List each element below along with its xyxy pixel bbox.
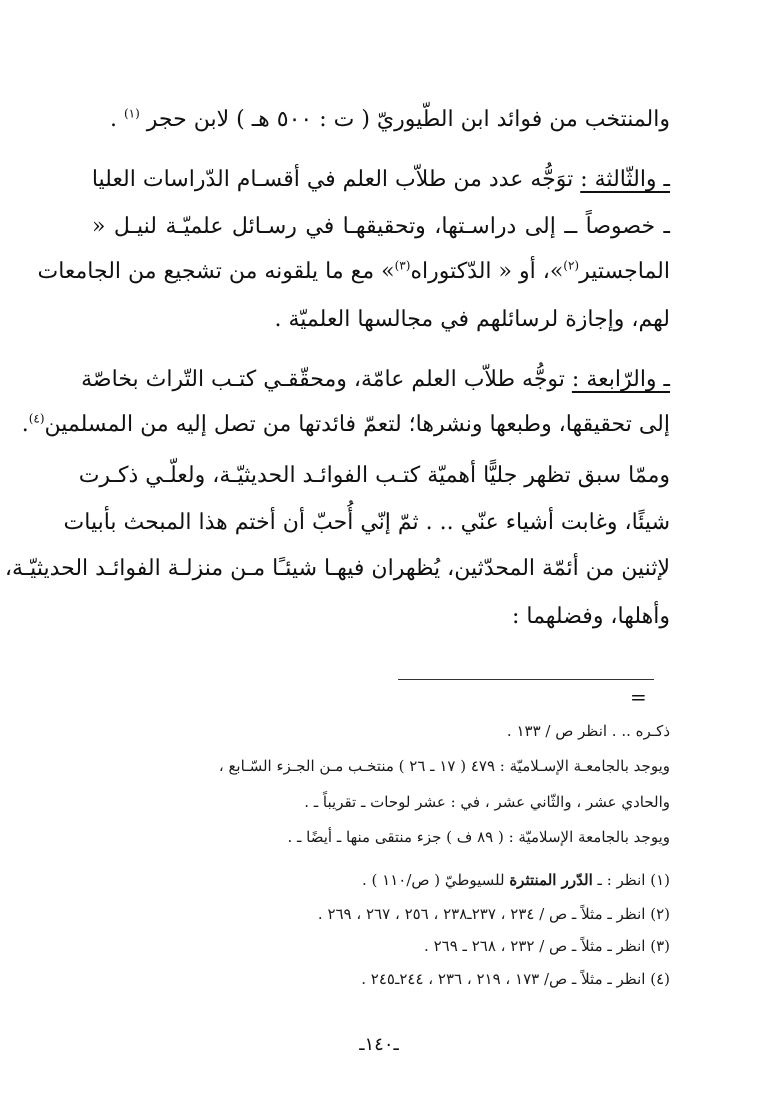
text-segment: ويوجد بالجامعة الإسلاميّة : ( ٨٩ ف ) جزء منتقى منها ـ أيضًا ـ . bbox=[287, 828, 670, 846]
text-segment: ـ خصوصاً ــ إلى دراسـتها، وتحقيقهـا في رسـائل علميّـة لنيـل « bbox=[92, 214, 670, 239]
text-segment: (٤) انظر ـ مثلاً ـ ص/ ١٧٣ ، ٢١٩ ، ٢٣٦ ، ٢٤٤ـ٢٤٥ . bbox=[361, 970, 670, 988]
paragraph-third-line-1 bbox=[92, 164, 670, 198]
paragraph-third-line-3 bbox=[37, 256, 670, 290]
text-segment: وأهلها، وفضلهما : bbox=[511, 604, 670, 629]
footnote-ref-2: (٢) bbox=[563, 258, 580, 273]
footnote-continuation-4 bbox=[92, 825, 670, 851]
text-segment: » مع ما يلقونه من تشجيع من الجامعات bbox=[37, 259, 395, 284]
footnote-3 bbox=[92, 934, 670, 960]
paragraph-third-line-2 bbox=[92, 211, 670, 245]
text-segment: والمنتخب من فوائد ابن الطّيوريّ ( ت : ٥٠٠ هـ ) لابن حجر bbox=[146, 107, 670, 132]
text-segment: (١) انظر : ـ bbox=[597, 871, 670, 889]
body-line-1 bbox=[92, 104, 670, 138]
footnote-continuation-1 bbox=[92, 719, 670, 745]
page-number: ـ١٤٠ـ bbox=[359, 1034, 399, 1055]
footnote-ref-3: (٣) bbox=[394, 258, 411, 273]
text-segment: الماجستير bbox=[579, 259, 670, 284]
text-segment: توجُّه طلاّب العلم عامّة، ومحقّقـي كتـب التّراث بخاصّة bbox=[81, 367, 565, 392]
text-segment: (٢) انظر ـ مثلاً ـ ص / ٢٣٤ ، ٢٣٧ـ٢٣٨ ، ٢٥٦ ، ٢٦٧ ، ٢٦٩ . bbox=[317, 905, 670, 923]
paragraph-label-fourth: ـ والرّابعة : bbox=[571, 367, 670, 392]
footnote-ref-4: (٤) bbox=[28, 411, 45, 426]
paragraph-third-line-4 bbox=[92, 304, 670, 338]
footnote-2 bbox=[92, 902, 670, 928]
text-segment: . bbox=[21, 412, 29, 437]
footnote-continuation-2 bbox=[80, 754, 670, 780]
paragraph-fifth-line-3 bbox=[4, 553, 670, 587]
paragraph-fourth-line-2 bbox=[21, 409, 670, 443]
paragraph-fifth-line-1 bbox=[78, 460, 670, 494]
text-segment: »، أو « الدّكتوراه bbox=[410, 259, 564, 284]
text-segment: لهم، وإجازة لرسائلهم في مجالسها العلميّة . bbox=[274, 307, 670, 332]
paragraph-fourth-line-1 bbox=[81, 364, 670, 398]
footnote-1 bbox=[92, 868, 670, 894]
text-segment: . bbox=[109, 107, 117, 132]
text-segment: ويوجد بالجامعـة الإسـلاميّة : ٤٧٩ ( ١٧ ـ ٢٦ ) منتخـب مـن الجـزء السّـابع ، bbox=[218, 757, 670, 775]
text-segment: توَجُّه عدد من طلاّب العلم في أقسـام الدّراسات العليا bbox=[91, 167, 574, 192]
footnote-4 bbox=[92, 967, 670, 993]
continuation-mark: = bbox=[630, 685, 647, 709]
text-segment: شيئًا، وغابت أشياء عنّي .. . ثمّ إنّي أُحبّ أن أختم هذا المبحث بأبيات bbox=[63, 510, 670, 535]
text-segment: وممّا سبق تظهر جليًّا أهميّة كتـب الفوائـد الحديثيّـة، ولعلّـي ذكـرت bbox=[78, 463, 670, 488]
paragraph-fifth-line-4 bbox=[92, 601, 670, 635]
text-segment: للسيوطيّ ( ص/١١٠ ) . bbox=[361, 871, 505, 889]
book-title: الدّرر المنتثرة bbox=[509, 871, 593, 889]
text-segment: والحادي عشر ، والثّاني عشر ، في : عشر لوحات ـ تقريباً ـ . bbox=[304, 793, 670, 811]
footnote-ref-1: (١) bbox=[123, 106, 140, 121]
text-segment: (٣) انظر ـ مثلاً ـ ص / ٢٣٢ ، ٢٦٨ ـ ٢٦٩ . bbox=[424, 937, 670, 955]
paragraph-label-third: ـ والثّالثة : bbox=[580, 167, 670, 192]
text-segment: ذكـره .. . انظر ص / ١٣٣ . bbox=[506, 722, 670, 740]
text-segment: إلى تحقيقها، وطبعها ونشرها؛ لتعمّ فائدتها من تصل إليه من المسلمين bbox=[44, 412, 670, 437]
paragraph-fifth-line-2 bbox=[63, 507, 670, 541]
footnote-separator bbox=[398, 679, 654, 680]
footnote-continuation-3 bbox=[92, 790, 670, 816]
text-segment: لإثنين من أئمّة المحدّثين، يُظهران فيهـا شيئـًا مـن منزلـة الفوائـد الحديثيّـة، bbox=[4, 556, 670, 581]
